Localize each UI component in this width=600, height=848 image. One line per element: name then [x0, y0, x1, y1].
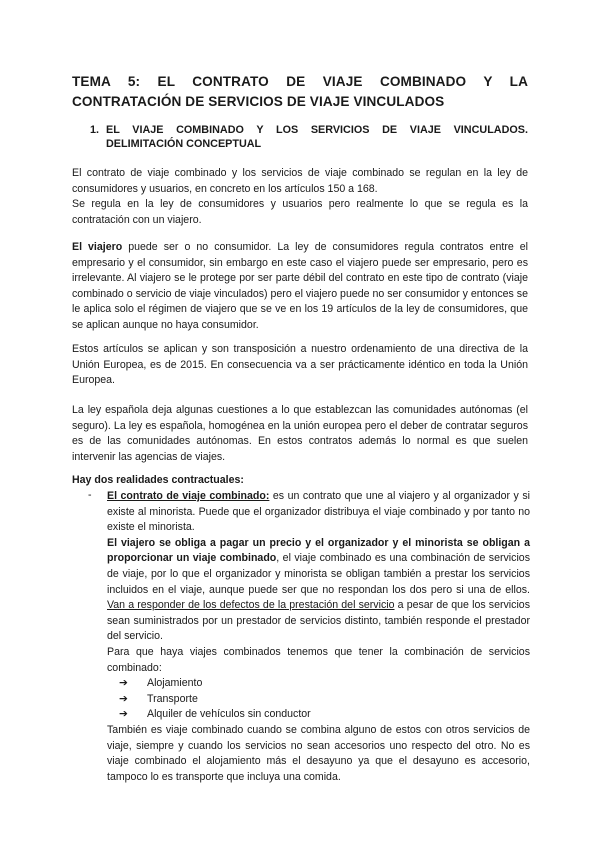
- section-heading-text: EL VIAJE COMBINADO Y LOS SERVICIOS DE VIAJE VINCULADOS. DELIMITACIÓN CONCEPTUAL: [106, 124, 528, 150]
- bullet-dash: -: [88, 489, 92, 501]
- service-accommodation: Alojamiento: [147, 677, 203, 690]
- service-transport: Transporte: [147, 692, 198, 705]
- paragraph-traveler-contract: Se regula en la ley de consumidores y usuarios pero realmente lo que se regula es la contratación con un viajero.: [72, 198, 528, 226]
- obligation-paragraph: [107, 536, 530, 645]
- liability-underlined: Van a responder de los defectos de la prestación del servicio: [107, 599, 395, 612]
- combination-intro: Para que haya viajes combinados tenemos que tener la combinación de servicios combinado:: [107, 645, 530, 674]
- realities-heading: Hay dos realidades contractuales:: [72, 474, 244, 486]
- bullet-combined-trip: [88, 489, 530, 785]
- paragraph-autonomous-communities: La ley española deja algunas cuestiones a lo que establezcan las comunidades autónomas (el seguro). La ley es española, homogénea en la unión europea pero el deber de contratar seguros es de las comunidades autónomas. En estos contratos además lo normal es que suelen intervenir las agencias de viajes.: [72, 404, 528, 463]
- arrow-icon: ➔: [119, 708, 128, 721]
- services-list: [107, 676, 530, 723]
- paragraph-eu-directive: Estos artículos se aplican y son transposición a nuestro ordenamiento de una directiva de la Unión Europea, es de 2015. En consecuencia va a ser prácticamente idéntico en toda la Unión Europea.: [72, 343, 528, 387]
- list-item: [119, 692, 530, 708]
- list-item: [119, 707, 530, 723]
- document-title: TEMA 5: EL CONTRATO DE VIAJE COMBINADO Y LA CONTRATACIÓN DE SERVICIOS DE VIAJE VINCULADOS: [72, 74, 528, 109]
- combined-trip-definition: [107, 489, 530, 536]
- combined-trip-definition-text: es un contrato que une al viajero y al organizador y si existe al minorista. Puede que el organizador distribuya el viaje combinado y por tanto no existe el minorista.: [107, 490, 530, 534]
- arrow-icon: ➔: [119, 692, 128, 705]
- list-item: [119, 676, 530, 692]
- arrow-icon: ➔: [119, 677, 128, 690]
- section-heading: [90, 123, 528, 151]
- traveler-term: El viajero: [72, 241, 123, 253]
- obligation-bold: El viajero se obliga a pagar un precio y el organizador y el minorista se obligan a proporcionar un viaje combinado: [107, 536, 530, 565]
- obligation-text: , el viaje combinado es una combinación de servicios de viaje, por lo que el organizador y minorista se obligan también a prestar los servicios incluidos en el viaje, aunque puede ser que no respondan los dos pero si una de ellos.: [107, 552, 530, 596]
- service-vehicle-rental: Alquiler de vehículos sin conductor: [147, 708, 311, 721]
- liability-text: a pesar de que los servicios sean suministrados por un prestador de servicios distinto, también responde el prestador del servicio.: [107, 599, 531, 643]
- paragraph-regulation: El contrato de viaje combinado y los servicios de viaje combinado se regulan en la ley de consumidores y usuarios, en concreto en los artículos 150 a 168.: [72, 167, 528, 195]
- paragraph-traveler: [72, 240, 528, 334]
- closing-paragraph: También es viaje combinado cuando se combina alguno de estos con otros servicios de viaje, siempre y cuando los servicios no sean accesorios uno respecto del otro. No es viaje combinado el alojamiento más el desayuno ya que el desayuno es accesorio, tampoco lo es transporte que incluya una comida.: [107, 723, 530, 783]
- traveler-description: puede ser o no consumidor. La ley de consumidores regula contratos entre el empresario y el consumidor, sin embargo en este caso el viajero puede ser empresario, pero es irrelevante. Al viajero se le protege por ser parte débil del contrato en este tipo de contrato (viaje combinado o servicio de viaje vinculados) pero el viajero puede no ser consumidor y entonces se le aplica solo el régimen de viajero que se ve en los 19 artículos de la ley de consumidores, que se aplican aunque no haya consumidor.: [72, 241, 529, 331]
- section-number: 1.: [90, 124, 100, 136]
- combined-trip-term: El contrato de viaje combinado:: [107, 490, 270, 502]
